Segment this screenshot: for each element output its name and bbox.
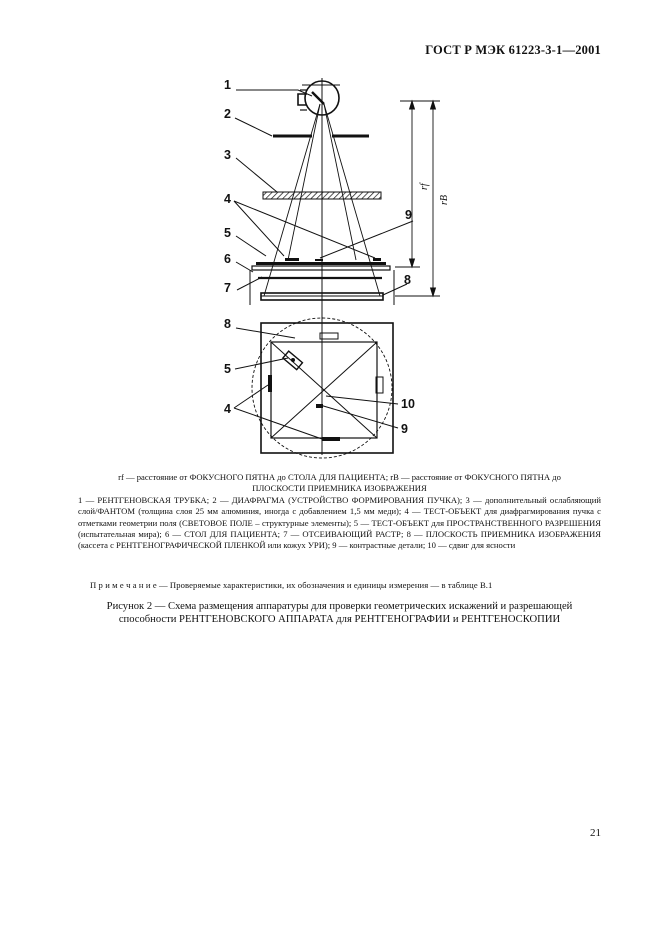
label-5-plan: 5 xyxy=(224,362,231,376)
contrast-detail xyxy=(315,259,323,261)
resolution-test-object xyxy=(285,258,299,261)
dim-rf-label: rf xyxy=(419,183,430,190)
label-4-plan: 4 xyxy=(224,402,231,416)
label-2: 2 xyxy=(224,107,231,121)
label-8: 8 xyxy=(404,273,411,287)
label-9-plan: 9 xyxy=(401,422,408,436)
note-text: П р и м е ч а н и е — Проверяемые характеристики, их обозначения и единицы измерения — в таблице В.1 xyxy=(90,580,493,590)
label-6: 6 xyxy=(224,252,231,266)
dim-rb-label: rB xyxy=(439,195,450,205)
document-header: ГОСТ Р МЭК 61223-3-1—2001 xyxy=(425,43,601,57)
legend-distances-cont: ПЛОСКОСТИ ПРИЕМНИКА ИЗОБРАЖЕНИЯ xyxy=(252,483,427,494)
page-number: 21 xyxy=(590,827,601,839)
figure-legend xyxy=(78,472,601,552)
label-8-plan: 8 xyxy=(224,317,231,331)
test-object-plate xyxy=(256,262,386,265)
field-marker xyxy=(373,258,381,261)
label-5: 5 xyxy=(224,226,231,240)
label-4: 4 xyxy=(224,192,231,206)
label-1: 1 xyxy=(224,78,231,92)
legend-items: 1 — РЕНТГЕНОВСКАЯ ТРУБКА; 2 — ДИАФРАГМА (УСТРОЙСТВО ФОРМИРОВАНИЯ ПУЧКА); 3 — дополнительный ослабляющий слой/ФАНТОМ (толщина слоя 25 мм алюминия, иногда с добавлением 1,5 мм меди); 4 — ТЕСТ-ОБЪЕКТ для диафрагмирования пучка с отметками геометрии поля (СВЕТОВОЕ ПОЛЕ – структурные элементы); 5 — ТЕСТ-ОБЪЕКТ для ПРОСТРАНСТВЕННОГО РАЗРЕШЕНИЯ (испытательная мира); 6 — СТОЛ ДЛЯ ПАЦИЕНТА; 7 — ОТСЕИВАЮЩИЙ РАСТР; 8 — ПЛОСКОСТЬ ПРИЕМНИКА ИЗОБРАЖЕНИЯ (кассета с РЕНТГЕНОГРАФИЧЕСКОЙ ПЛЕНКОЙ или кожух УРИ); 9 — контрастные детали; 10 — сдвиг для ясности xyxy=(78,494,601,551)
dimension-lines xyxy=(395,101,440,296)
label-3: 3 xyxy=(224,148,231,162)
legend-distances: rf — расстояние от ФОКУСНОГО ПЯТНА до СТОЛА ДЛЯ ПАЦИЕНТА; rB — расстояние от ФОКУСНОГО ПЯТНА до xyxy=(118,472,561,482)
phantom-layer xyxy=(263,192,381,199)
label-7: 7 xyxy=(224,281,231,295)
label-9: 9 xyxy=(405,208,412,222)
figure-caption: Рисунок 2 — Схема размещения аппаратуры для проверки геометрических искажений и разрешающей способности РЕНТГЕНОВСКОГО АППАРАТА для РЕНТГЕНОГРАФИИ и РЕНТГЕНОСКОПИИ xyxy=(106,601,573,625)
label-10-plan: 10 xyxy=(401,397,415,411)
